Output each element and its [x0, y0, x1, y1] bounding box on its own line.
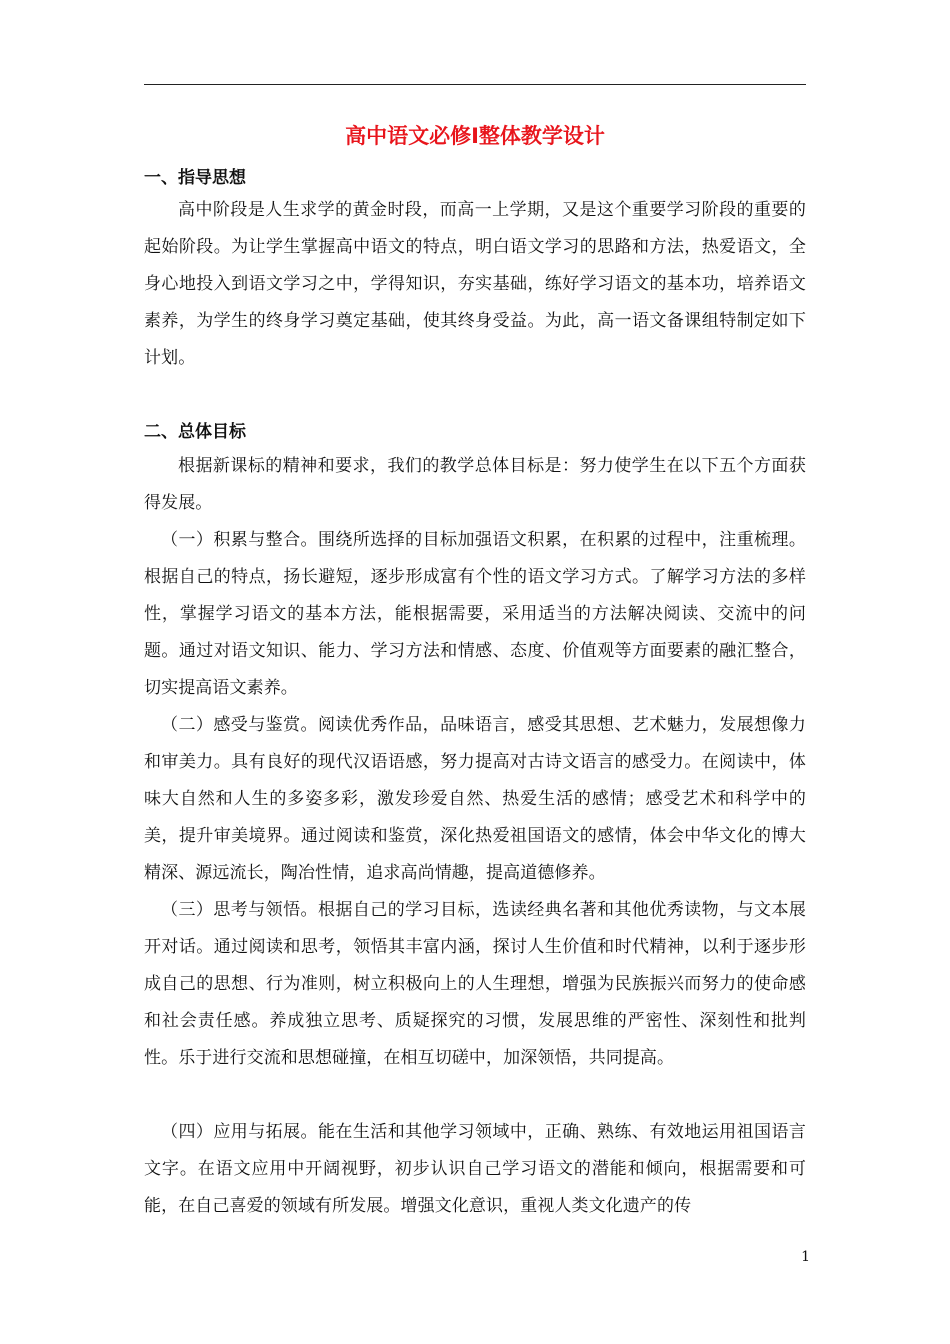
page-number: 1 [801, 1249, 810, 1265]
section-heading-guiding-thought: 一、指导思想 [144, 168, 246, 188]
paragraph-goal-application: （四）应用与拓展。能在生活和其他学习领域中，正确、熟练、有效地运用祖国语言文字。在语文应用中开阔视野，初步认识自己学习语文的潜能和倾向，根据需要和可能，在自己喜爱的领域有所发展。增强文化意识，重视人类文化遗产的传 [144, 1122, 806, 1216]
header-rule [144, 84, 806, 85]
paragraph-overall-intro: 根据新课标的精神和要求，我们的教学总体目标是：努力使学生在以下五个方面获得发展。 [144, 456, 806, 513]
document-title: 高中语文必修Ⅰ整体教学设计 [345, 124, 605, 148]
section-heading-overall-goals: 二、总体目标 [144, 422, 246, 442]
paragraph-goal-accumulation: （一）积累与整合。围绕所选择的目标加强语文积累，在积累的过程中，注重梳理。根据自己的特点，扬长避短，逐步形成富有个性的语文学习方式。了解学习方法的多样性，掌握学习语文的基本方法，能根据需要，采用适当的方法解决阅读、交流中的问题。通过对语文知识、能力、学习方法和情感、态度、价值观等方面要素的融汇整合，切实提高语文素养。 [144, 530, 806, 698]
paragraph-guiding-thought: 高中阶段是人生求学的黄金时段，而高一上学期，又是这个重要学习阶段的重要的起始阶段。为让学生掌握高中语文的特点，明白语文学习的思路和方法，热爱语文，全身心地投入到语文学习之中，学得知识，夯实基础，练好学习语文的基本功，培养语文素养，为学生的终身学习奠定基础，使其终身受益。为此，高一语文备课组特制定如下计划。 [144, 200, 806, 368]
paragraph-goal-reflection: （三）思考与领悟。根据自己的学习目标，选读经典名著和其他优秀读物，与文本展开对话。通过阅读和思考，领悟其丰富内涵，探讨人生价值和时代精神，以利于逐步形成自己的思想、行为准则，树立积极向上的人生理想，增强为民族振兴而努力的使命感和社会责任感。养成独立思考、质疑探究的习惯，发展思维的严密性、深刻性和批判性。乐于进行交流和思想碰撞，在相互切磋中，加深领悟，共同提高。 [144, 900, 806, 1068]
paragraph-goal-appreciation: （二）感受与鉴赏。阅读优秀作品，品味语言，感受其思想、艺术魅力，发展想像力和审美力。具有良好的现代汉语语感，努力提高对古诗文语言的感受力。在阅读中，体味大自然和人生的多姿多彩，激发珍爱自然、热爱生活的感情；感受艺术和科学中的美，提升审美境界。通过阅读和鉴赏，深化热爱祖国语文的感情，体会中华文化的博大精深、源远流长，陶冶性情，追求高尚情趣，提高道德修养。 [144, 715, 806, 883]
